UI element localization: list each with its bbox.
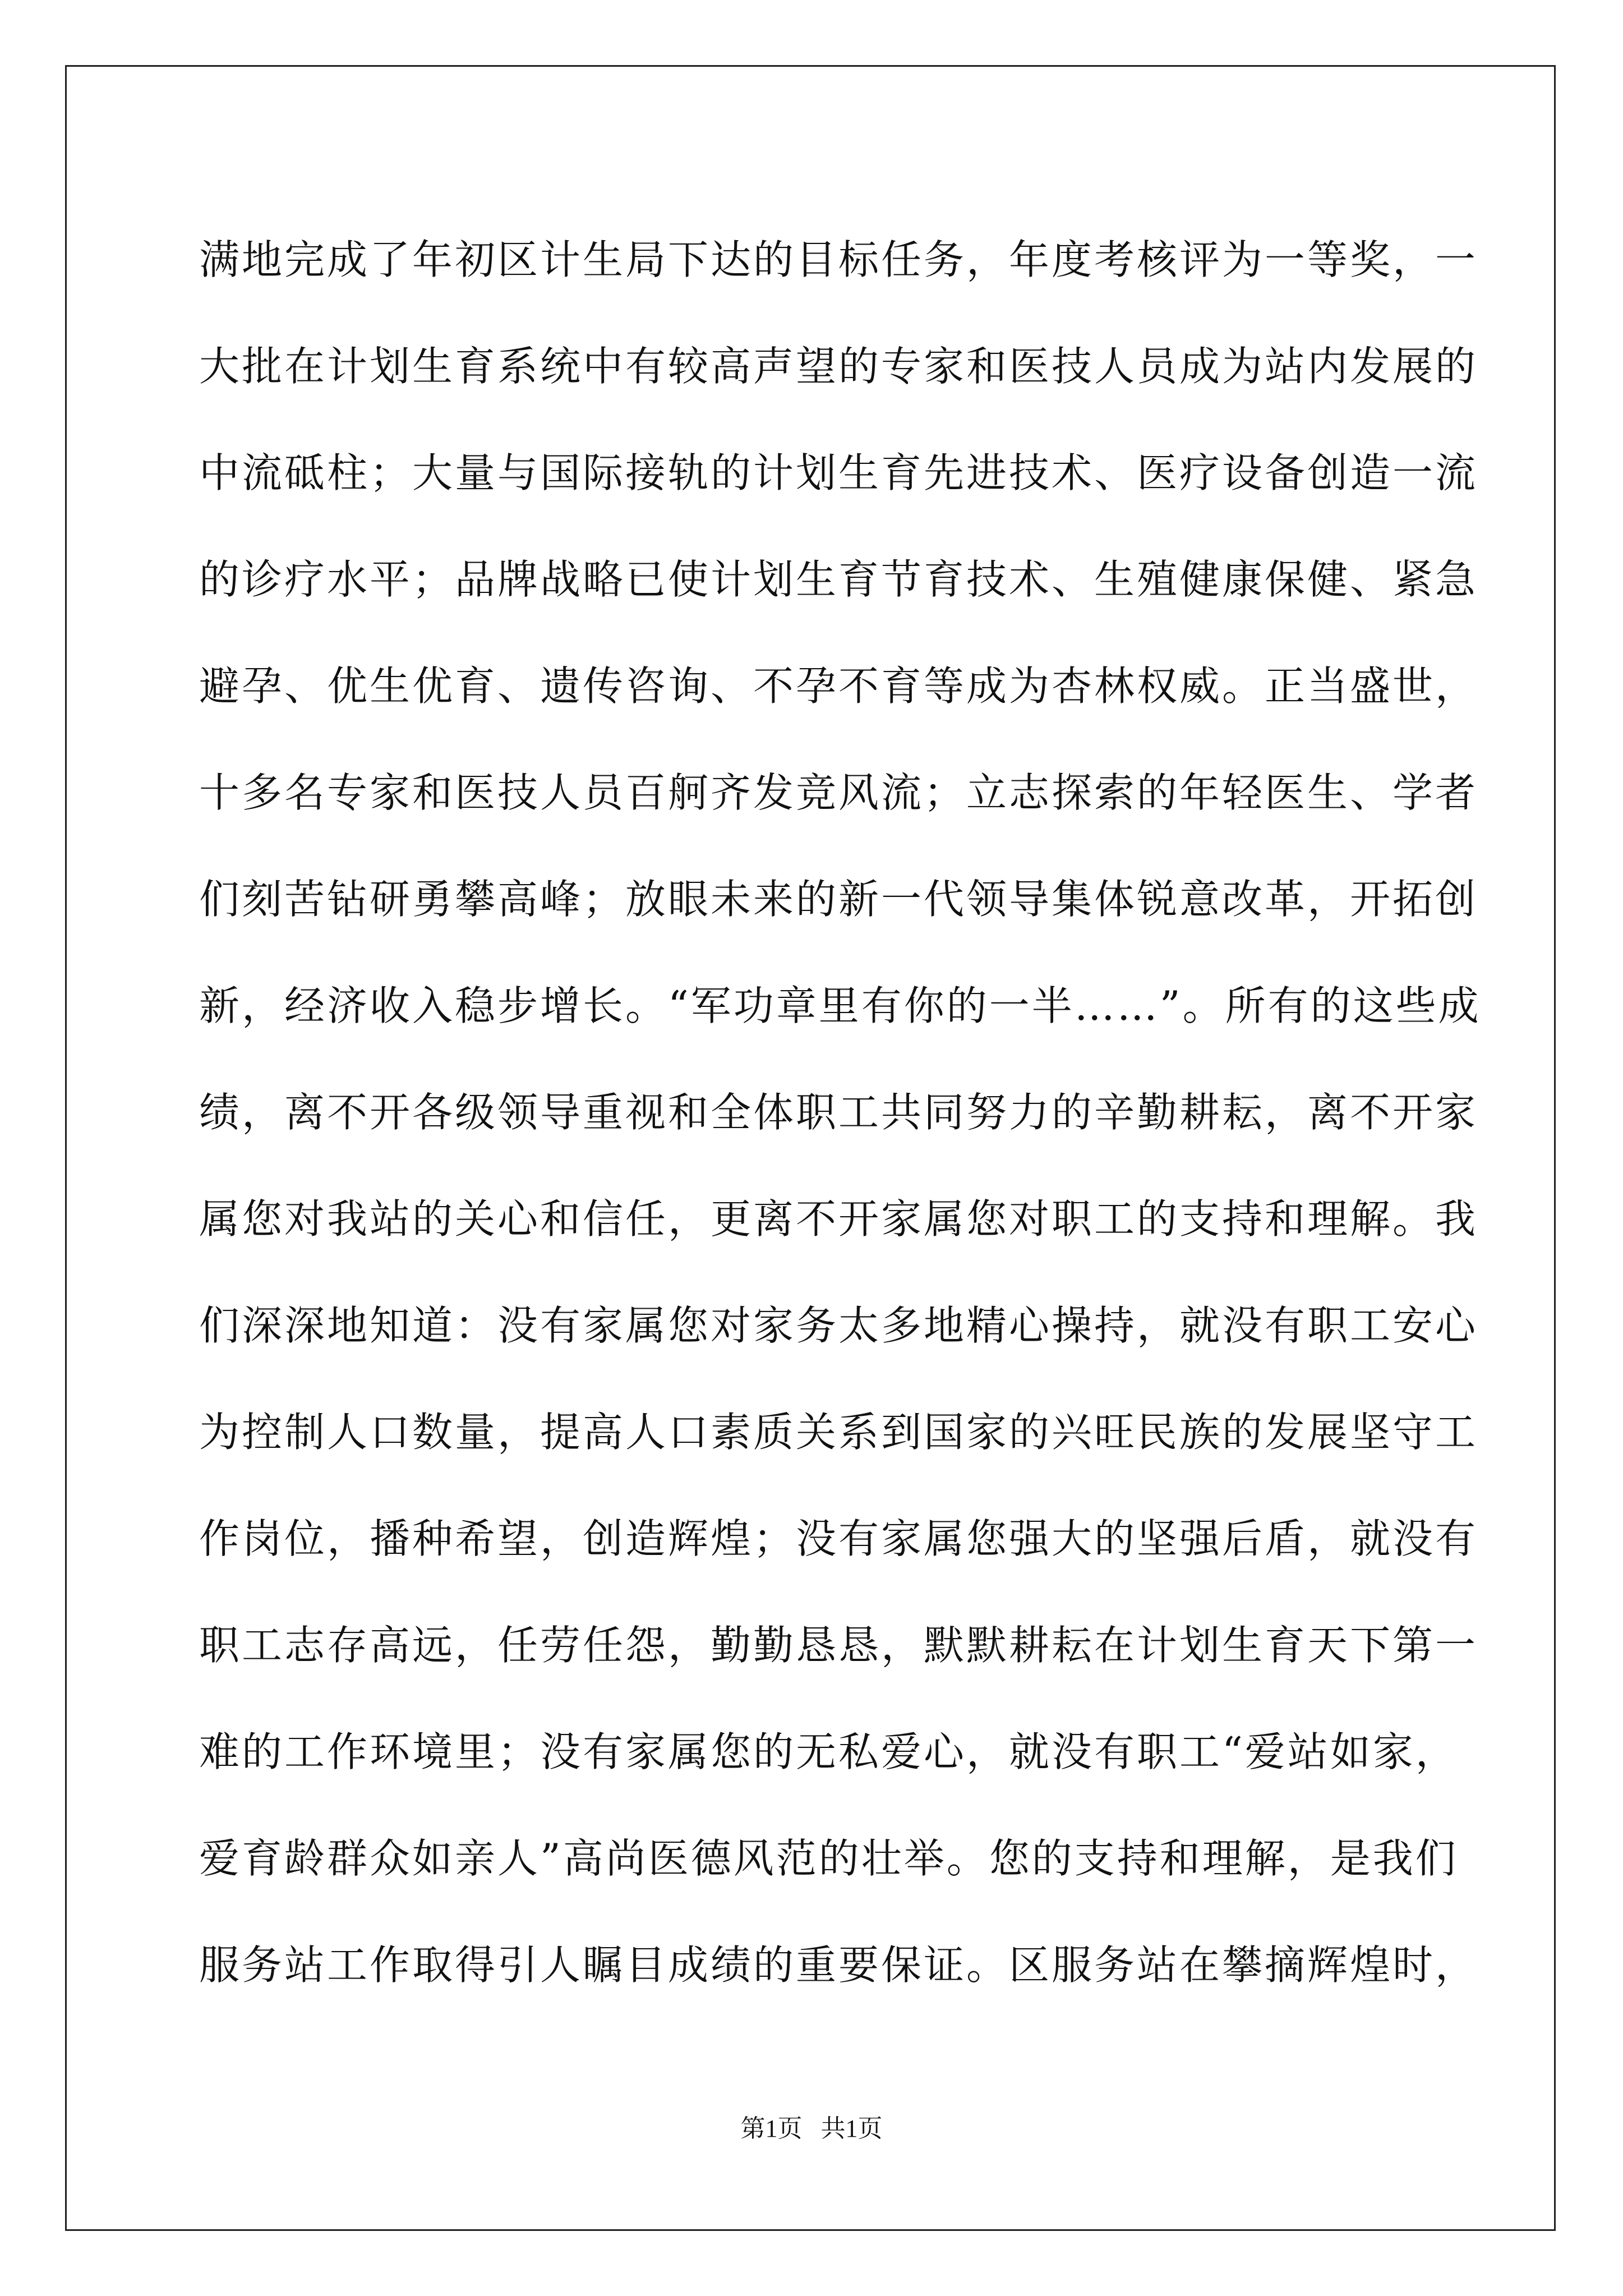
text-line: 们刻苦钻研勇攀高峰；放眼未来的新一代领导集体锐意改革，开拓创: [199, 876, 1478, 923]
text-line: 爱育龄群众如亲人”高尚医德风范的壮举。您的支持和理解，是我们: [199, 1835, 1458, 1882]
text-line: 中流砥柱；大量与国际接轨的计划生育先进技术、医疗设备创造一流: [199, 449, 1478, 496]
text-line: 满地完成了年初区计生局下达的目标任务，年度考核评为一等奖，一: [199, 236, 1478, 283]
text-line: 的诊疗水平；品牌战略已使计划生育节育技术、生殖健康保健、紧急: [199, 556, 1478, 603]
text-line: 服务站工作取得引人瞩目成绩的重要保证。区服务站在攀摘辉煌时，: [199, 1941, 1478, 1989]
text-line: 们深深地知道：没有家属您对家务太多地精心操持，就没有职工安心: [199, 1302, 1478, 1349]
body-text: [199, 206, 1481, 2018]
text-line: 职工志存高远，任劳任怨，勤勤恳恳，默默耕耘在计划生育天下第一: [199, 1622, 1478, 1669]
text-line: 难的工作环境里；没有家属您的无私爱心，就没有职工“爱站如家，: [199, 1728, 1458, 1775]
text-line: 大批在计划生育系统中有较高声望的专家和医技人员成为站内发展的: [199, 343, 1478, 390]
text-line: 属您对我站的关心和信任，更离不开家属您对职工的支持和理解。我: [199, 1195, 1478, 1243]
text-line: 作岗位，播种希望，创造辉煌；没有家属您强大的坚强后盾，就没有: [199, 1515, 1478, 1562]
text-line: 为控制人口数量，提高人口素质关系到国家的兴旺民族的发展坚守工: [199, 1409, 1478, 1456]
text-line: 绩，离不开各级领导重视和全体职工共同努力的辛勤耕耘，离不开家: [199, 1089, 1478, 1136]
text-line: 十多名专家和医技人员百舸齐发竞风流；立志探索的年轻医生、学者: [199, 769, 1478, 816]
page-number: 第1页 共1页: [740, 2115, 883, 2142]
text-line: 避孕、优生优育、遗传咨询、不孕不育等成为杏林权威。正当盛世，: [199, 662, 1478, 710]
text-line: 新，经济收入稳步增长。“军功章里有你的一半……”。所有的这些成: [199, 982, 1481, 1029]
